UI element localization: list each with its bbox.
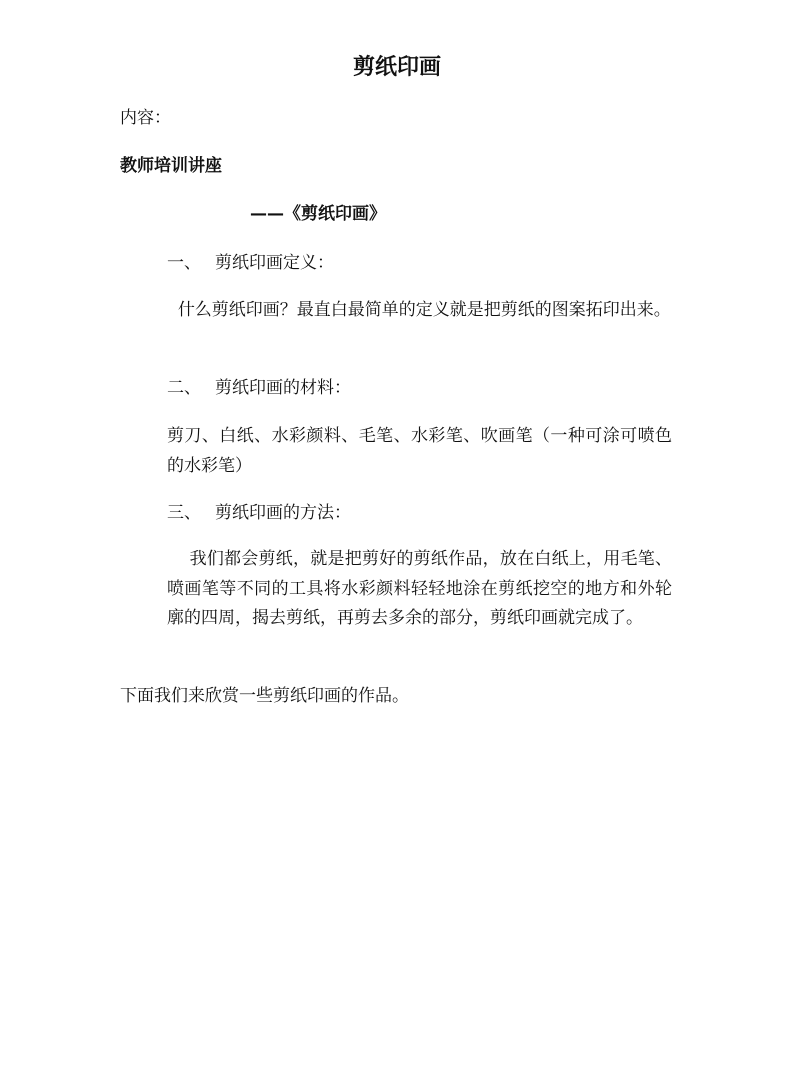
section-heading-1	[167, 251, 334, 275]
content-label: 内容：	[120, 108, 171, 128]
subtitle: ——《剪纸印画》	[250, 204, 386, 224]
section-number-3: 三、	[167, 503, 201, 523]
section-heading-2	[167, 376, 351, 400]
section-heading-text-3: 剪纸印画的方法：	[215, 503, 351, 523]
section-heading-3	[167, 501, 351, 525]
section-body-1: 什么剪纸印画？最直白最简单的定义就是把剪纸的图案拓印出来。	[167, 300, 671, 320]
section-body-3: 我们都会剪纸，就是把剪好的剪纸作品，放在白纸上，用毛笔、喷画笔等不同的工具将水彩颜料轻轻地涂在剪纸挖空的地方和外轮廓的四周，揭去剪纸，再剪去多余的部分，剪纸印画就完成了。	[167, 549, 673, 628]
section-body-2: 剪刀、白纸、水彩颜料、毛笔、水彩笔、吹画笔（一种可涂可喷色的水彩笔）	[167, 426, 672, 476]
section-heading-text-2: 剪纸印画的材料：	[215, 378, 351, 398]
lecture-title: 教师培训讲座	[120, 156, 222, 176]
section-number-1: 一、	[167, 253, 201, 273]
section-heading-text-1: 剪纸印画定义：	[215, 253, 334, 273]
document-title: 剪纸印画	[352, 55, 441, 80]
closing-paragraph: 下面我们来欣赏一些剪纸印画的作品。	[120, 686, 409, 706]
section-number-2: 二、	[167, 378, 201, 398]
